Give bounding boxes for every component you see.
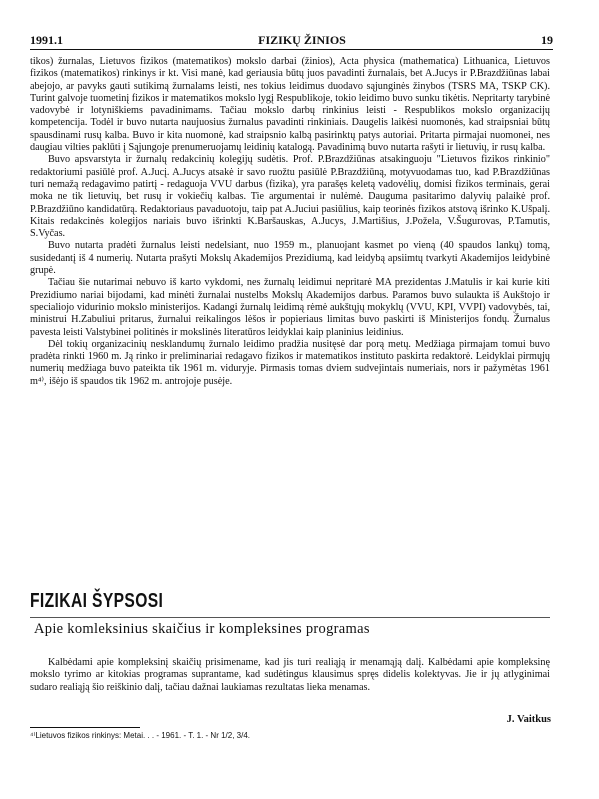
article-continuation — [30, 56, 550, 388]
paragraph-3: Buvo nutarta pradėti žurnalus leisti nedelsiant, nuo 1959 m., planuojant kasmet po vieną (40 spaudos lankų) tomą, susidedantį iš 4 numerių. Nutarta prašyti Mokslų Akademijos Prezidiumą, kad leidybą apsiimtų tvarkyti Akademijos leidybinė grupė. — [30, 240, 550, 277]
page-number: 19 — [540, 33, 553, 47]
section-heading: FIZIKAI ŠYPSOSI — [30, 590, 164, 612]
header-rule — [30, 49, 553, 50]
paragraph-2: Buvo apsvarstyta ir žurnalų redakcinių kolegijų sudėtis. Prof. P.Brazdžiūnas atsakinguoju "Lietuvos fizikos rinkinio" redaktoriumi pasiūlė prof. A.Jucį. A.Jucys atsakė ir savo ruožtu pasiūlė P.Brazdžiūną, motyvuodamas tuo, kad P.Brazdžiūnas turi nemažą redagavimo patirtį - redaguoja VVU darbus (fizika), yra parašęs keletą vadovėlių, domisi fizikos terminais, gerai moka ne tik lietuvių, bet rusų ir vokiečių kalbas. Tie argumentai ir nulėmė. Dauguma pasitarimo dalyvių palaikė prof. P.Brazdžiūno kandidatūrą. Redaktoriaus pavaduotoju, taip pat A.Juciui pasiūlius, kaip teorinės fizikos atstovą išrinko K.Ušpalį. Kitais redakcinės kolegijos nariais buvo išrinkti K.Baršauskas, A.Jucys, J.Martišius, J.Požela, V.Šugurovas, P.Tamutis, S.Vyčas. — [30, 154, 550, 240]
header-journal-title: FIZIKŲ ŽINIOS — [258, 33, 346, 47]
paragraph-5: Dėl tokių organizacinių nesklandumų žurnalo leidimo pradžia nusitęsė dar porą metų. Medžiaga pirmajam tomui buvo pradėta rinkti 1960 m. Ją rinko ir preliminariai redagavo fizikos ir matematikos instituto paskirta redaktorė. Leidyklai pirmųjų numerių medžiaga buvo pateikta tik 1961 m. viduryje. Pirmasis tomas dviem sudvejintais numeriais, nors ir pažymėtas 1961 m⁴⁾, išėjo iš spaudos tik 1962 m. antrojoje pusėje. — [30, 338, 550, 387]
humor-article-title: Apie komleksinius skaičius ir kompleksines programas — [34, 621, 370, 637]
footnote-rule — [30, 727, 140, 728]
running-header — [30, 33, 553, 48]
footnote: ⁴⁾Lietuvos fizikos rinkinys: Metai. . . - 1961. - T. 1. - Nr 1/2, 3/4. — [30, 731, 251, 740]
section-rule — [30, 617, 550, 618]
humor-paragraph: Kalbėdami apie kompleksinį skaičių prisimename, kad jis turi realiąją ir menamąją dalį. Kalbėdami apie kompleksinę mokslo tyrimo ar kitokias programas suprantame, kad sudėtingus klausimus spręs didelis kolektyvas. Jie ir jų atlyginimai sudaro realiąją šio reiškinio dalį, tačiau dažnai laukiamas rezultatas lieka menamas. — [30, 657, 550, 693]
paragraph-4: Tačiau šie nutarimai nebuvo iš karto vykdomi, nes žurnalų leidimui nepritarė MA prezidentas J.Matulis ir kai kurie kiti Prezidiumo nariai bijodami, kad minėti žurnalai nustelbs Mokslų Akademijos darbus. Paramos buvo sulaukta iš Aukštojo ir specialiojo vidurinio mokslo ministerijos. Kadangi žurnalų leidimą rėmė aukštųjų mokyklų (VVU, KPI, VVPI) vadovybės, tai, ministrui H.Zabuliui pritarus, žurnalui reikalingos lėšos ir popieriaus limitas buvo paskirti iš Ministerijos fondų. Žurnalus pavesta leisti Valstybinei politinės ir mokslinės literatūros leidyklai kaip planinius leidinius. — [30, 277, 550, 338]
header-date: 1991.1 — [30, 33, 63, 47]
humor-article-body — [30, 657, 550, 694]
author-signature: J. Vaitkus — [506, 714, 551, 725]
paragraph-1: tikos) žurnalas, Lietuvos fizikos (matematikos) mokslo darbai (žinios), Acta physica (mathematica) Lithuanica, Lietuvos fizikos (matematikos) rinkinys ir kt. Visi manė, kad geriausia būtų juos pavadinti žurnalais, bet A.Jucys ir P.Brazdžiūnas labai abejojo, ar pavyks gauti sutikimą žurnalams leisti, nes tokius leidimus duodavo sąjunginės žinybos (TSRS MA, TSKP CK). Turint galvoje tuometinį fizikos ir matematikos mokslo lygį Respublikoje, tokio leidimo buvo sunku tikėtis. Nepritarty tarybinė vadovybė ir lotyniškiems pavadinimams. Tačiau mokslo darbų rinkinius leisti - Respublikos mokslo organizacijų kompetencija. Todėl ir buvo nutarta naujuosius žurnalus pavadinti rinkiniais. Daugelis laikėsi nuomonės, kad straipsniai būtų spausdinami rusų kalba. Buvo ir kita nuomonė, kad straipsnio kalbą pasirinktų patys autoriai. Pritarta pirmajai nuomonei, nes daugiau vilties paklūti į Sąjungoje prenumeruojamų leidinių katalogą. Pavadinimą buvo nutarta rašyti ir lietuvių, ir rusų kalba. — [30, 56, 550, 154]
